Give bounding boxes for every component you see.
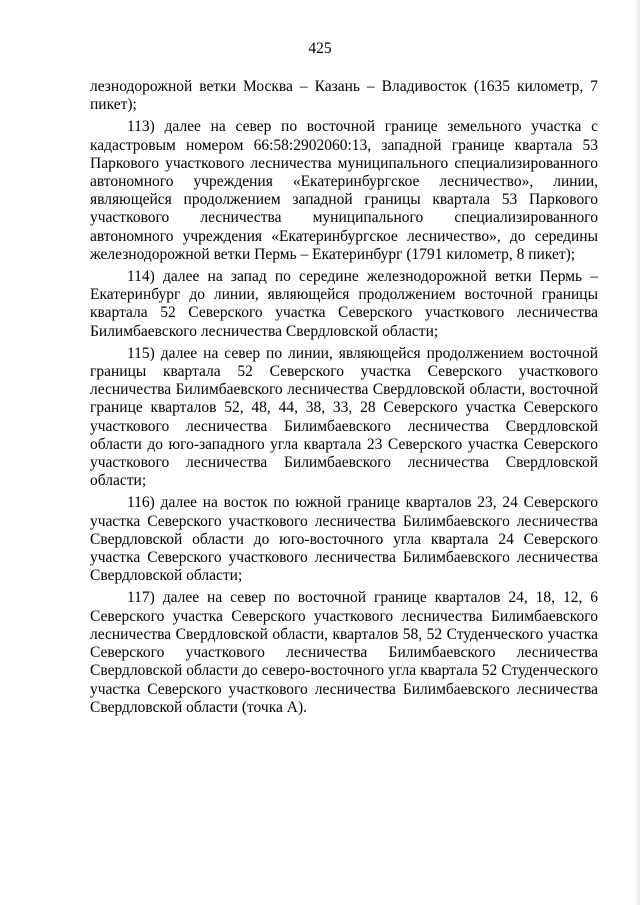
paragraph-continuation: лезнодорожной ветки Москва – Казань – Владивосток (1635 километр, 7 пикет); bbox=[90, 78, 598, 114]
paragraph-item-115: 115) далее на север по линии, являющейся продолжением восточной границы квартала 52 Северского участка Северского участкового лесничества Билимбаевского лесничества Свердловской области, восточной границе кварталов 52, 48, 44, 38, 33, 28 Северского участка Северского участкового лесничества Билимбаевского лесничества Свердловской области до юго-западного угла квартала 23 Северского участка Северского участкового лесничества Билимбаевского лесничества Свердловской области; bbox=[90, 344, 598, 490]
paragraph-item-114: 114) далее на запад по середине железнодорожной ветки Пермь – Екатеринбург до линии, являющейся продолжением восточной границы квартала 52 Северского участка Северского участкового лесничества Билимбаевского лесничества Свердловской области; bbox=[90, 268, 598, 340]
scan-edge-shadow bbox=[634, 0, 640, 905]
paragraph-item-116: 116) далее на восток по южной границе кварталов 23, 24 Северского участка Северского участкового лесничества Билимбаевского лесничества Свердловской области до юго-восточного угла квартала 24 Северского участка Северского участкового лесничества Билимбаевского лесничества Свердловской области; bbox=[90, 494, 598, 585]
document-body bbox=[90, 78, 598, 717]
page-number: 425 bbox=[308, 40, 332, 57]
paragraph-item-117: 117) далее на север по восточной границе кварталов 24, 18, 12, 6 Северского участка Северского участкового лесничества Билимбаевского лесничества Свердловской области, кварталов 58, 52 Студенческого участка Северского участкового лесничества Билимбаевского лесничества Свердловской области до северо-восточного угла квартала 52 Студенческого участка Северского участкового лесничества Билимбаевского лесничества Свердловской области (точка А). bbox=[90, 589, 598, 716]
paragraph-item-113: 113) далее на север по восточной границе земельного участка с кадастровым номером 66:58:2902060:13, западной границе квартала 53 Паркового участкового лесничества муниципального специализированного автономного учреждения «Екатеринбургское лесничество», линии, являющейся продолжением западной границы квартала 53 Паркового участкового лесничества муниципального специализированного автономного учреждения «Екатеринбургское лесничество», до середины железнодорожной ветки Пермь – Екатеринбург (1791 километр, 8 пикет); bbox=[90, 118, 598, 263]
